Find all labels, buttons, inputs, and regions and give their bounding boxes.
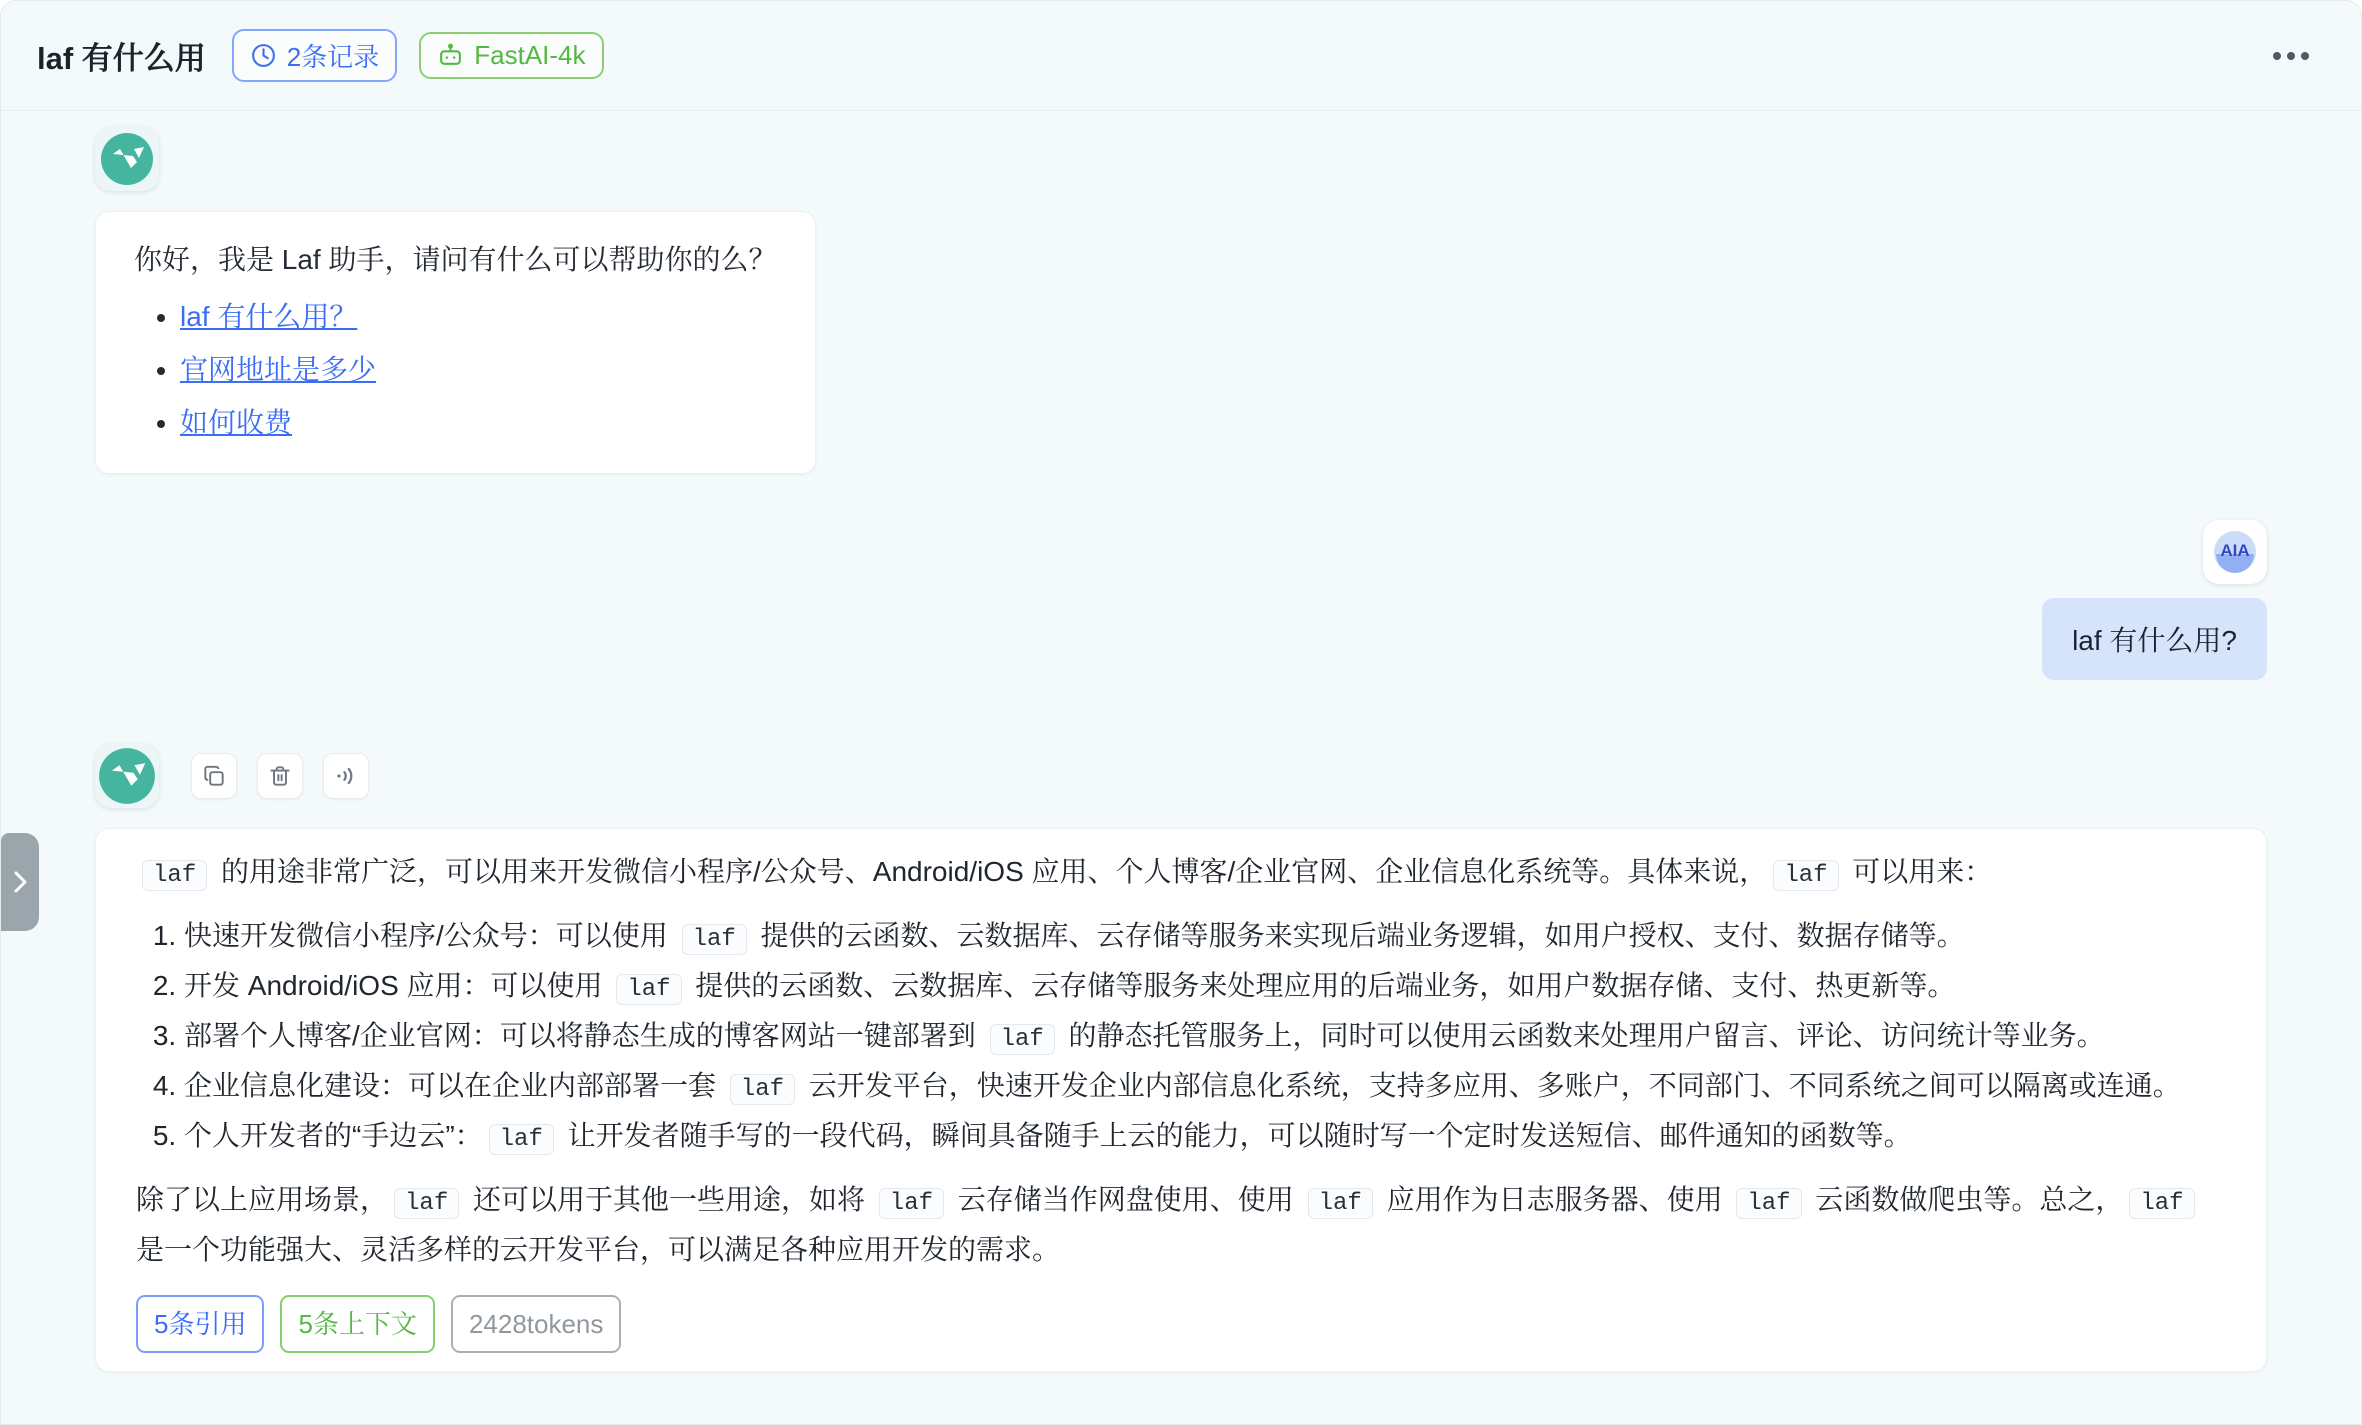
answer-meta-row: [136, 1295, 2226, 1353]
delete-button[interactable]: [257, 753, 303, 799]
laf-logo-icon: [100, 132, 154, 186]
inline-code: laf: [879, 1188, 944, 1219]
answer-intro: laf 的用途非常广泛，可以用来开发微信小程序/公众号、Android/iOS 应用、个人博客/企业官网、企业信息化系统等。具体来说， laf 可以用来：: [136, 849, 2226, 899]
user-message-bubble: laf 有什么用?: [2042, 598, 2267, 680]
inline-code: laf: [682, 924, 747, 955]
list-item: 4. 企业信息化建设：可以在企业内部部署一套 laf 云开发平台，快速开发企业内部信息化系统，支持多应用、多账户，不同部门、不同系统之间可以隔离或连通。: [184, 1063, 2226, 1113]
inline-code: laf: [616, 974, 681, 1005]
list-item: [180, 290, 777, 343]
list-item: [180, 396, 777, 449]
welcome-greeting: 你好，我是 Laf 助手，请问有什么可以帮助你的么？: [134, 244, 777, 275]
voice-waves-icon: [333, 763, 359, 789]
inline-code: laf: [2129, 1188, 2194, 1219]
list-item: 1. 快速开发微信小程序/公众号：可以使用 laf 提供的云函数、云数据库、云存储等服务来实现后端业务逻辑，如用户授权、支付、数据存储等。: [184, 913, 2226, 963]
robot-icon: [437, 42, 464, 69]
inline-code: laf: [394, 1188, 459, 1219]
more-menu-button[interactable]: [2261, 41, 2321, 71]
inline-code: laf: [730, 1074, 795, 1105]
context-badge[interactable]: 5条上下文: [280, 1295, 434, 1353]
list-item: 2. 开发 Android/iOS 应用：可以使用 laf 提供的云函数、云数据库、云存储等服务来处理应用的后端业务，如用户数据存储、支付、热更新等。: [184, 963, 2226, 1013]
inline-code: laf: [1308, 1188, 1373, 1219]
chat-header: [1, 1, 2361, 111]
tokens-badge: 2428tokens: [451, 1295, 621, 1353]
laf-logo-icon: [98, 747, 156, 805]
model-badge[interactable]: [419, 32, 603, 79]
inline-code: laf: [1736, 1188, 1801, 1219]
expand-sidebar-handle[interactable]: [1, 833, 39, 931]
clock-icon: [250, 42, 277, 69]
copy-icon: [201, 763, 227, 789]
list-item: 5. 个人开发者的“手边云”： laf 让开发者随手写的一段代码，瞬间具备随手上云的能力，可以随时写一个定时发送短信、邮件通知的函数等。: [184, 1113, 2226, 1163]
svg-text:AIA: AIA: [2220, 541, 2250, 560]
chevron-right-icon: [8, 867, 32, 897]
assistant-avatar[interactable]: [95, 127, 159, 191]
copy-button[interactable]: [191, 753, 237, 799]
assistant-welcome-bubble: [95, 211, 816, 474]
model-badge-label: FastAI-4k: [474, 40, 586, 70]
suggested-question-link[interactable]: laf 有什么用？: [180, 301, 358, 332]
user-message-row: [95, 520, 2267, 680]
list-item: [180, 343, 777, 396]
read-aloud-button[interactable]: [323, 753, 369, 799]
inline-code: laf: [1773, 860, 1838, 891]
citations-badge[interactable]: 5条引用: [136, 1295, 264, 1353]
assistant-welcome-message: [95, 127, 2267, 474]
answer-use-cases-list: [136, 913, 2226, 1163]
assistant-answer-message: [95, 744, 2267, 1372]
suggested-question-link[interactable]: 官网地址是多少: [180, 354, 377, 385]
assistant-answer-bubble: [95, 828, 2267, 1372]
message-actions: [191, 753, 369, 799]
user-avatar[interactable]: [2203, 520, 2267, 584]
suggested-questions-list: [134, 290, 777, 449]
inline-code: laf: [489, 1124, 554, 1155]
user-app-logo-icon: [2209, 526, 2261, 578]
answer-outro: 除了以上应用场景， laf 还可以用于其他一些用途，如将 laf 云存储当作网盘使用、使用 laf 应用作为日志服务器、使用 laf 云函数做爬虫等。总之， laf 是一个功能强大、灵活多样的云开发平台，可以满足各种应用开发的需求。: [136, 1177, 2226, 1273]
assistant-avatar[interactable]: [95, 744, 159, 808]
records-badge-label: 2条记录: [286, 42, 380, 72]
ellipsis-icon: [2269, 51, 2313, 66]
chat-title: laf 有什么用: [37, 41, 206, 76]
suggested-question-link[interactable]: 如何收费: [180, 407, 293, 438]
trash-icon: [267, 763, 293, 789]
chat-area: [1, 111, 2361, 1372]
list-item: 3. 部署个人博客/企业官网：可以将静态生成的博客网站一键部署到 laf 的静态托管服务上，同时可以使用云函数来处理用户留言、评论、访问统计等业务。: [184, 1013, 2226, 1063]
inline-code: laf: [142, 860, 207, 891]
assistant-toolbar-row: [95, 744, 2267, 808]
records-badge[interactable]: [232, 29, 397, 82]
inline-code: laf: [990, 1024, 1055, 1055]
